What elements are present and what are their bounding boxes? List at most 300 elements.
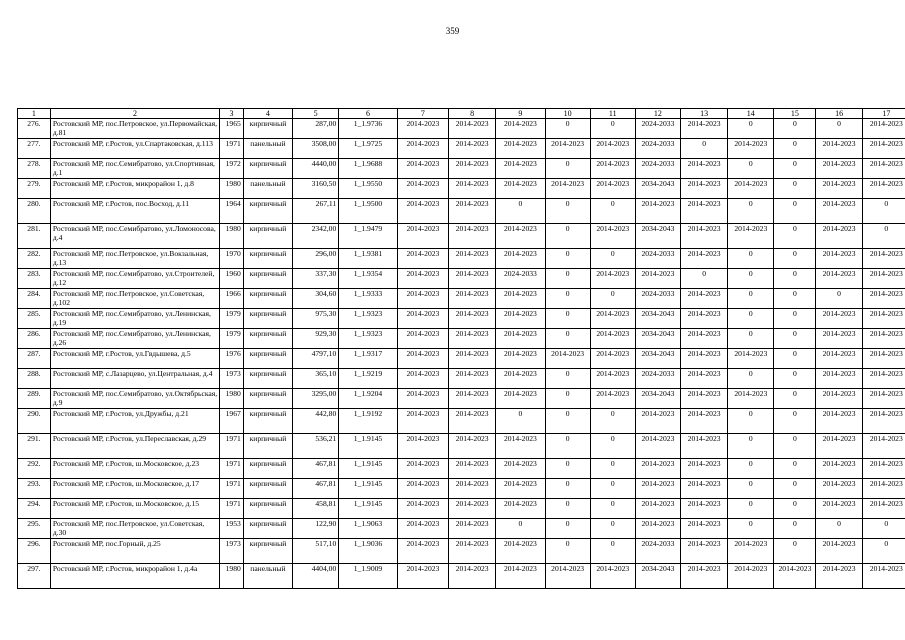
table-cell: 2014-2023 bbox=[449, 119, 496, 139]
table-cell: 2014-2023 bbox=[397, 119, 448, 139]
table-cell: 2014-2023 bbox=[862, 139, 905, 159]
table-cell: 1_1.9204 bbox=[339, 389, 398, 409]
header-cell: 6 bbox=[339, 109, 398, 119]
table-cell: 2014-2023 bbox=[681, 499, 728, 519]
table-cell: 2034-2043 bbox=[635, 224, 680, 249]
table-cell: 2014-2023 bbox=[449, 564, 496, 589]
table-cell: 0 bbox=[728, 269, 774, 289]
table-cell: 2014-2023 bbox=[449, 434, 496, 459]
table-cell: 517,10 bbox=[293, 539, 339, 564]
table-cell: 284. bbox=[18, 289, 51, 309]
table-cell: 1953 bbox=[220, 519, 244, 539]
table-cell: 0 bbox=[545, 119, 590, 139]
table-cell: 2014-2023 bbox=[397, 434, 448, 459]
table-cell: Ростовский МР, с.Лазарцево, ул.Центральная, д.4 bbox=[50, 369, 219, 389]
table-cell: 467,81 bbox=[293, 459, 339, 479]
table-cell: 1_1.9354 bbox=[339, 269, 398, 289]
table-row bbox=[18, 249, 905, 269]
table-cell: 2014-2023 bbox=[681, 179, 728, 199]
table-cell: Ростовский МР, пос.Семибратово, ул.Спортивная, д.1 bbox=[50, 159, 219, 179]
table-cell: 2014-2023 bbox=[397, 329, 448, 349]
table-cell: 2014-2023 bbox=[816, 224, 862, 249]
table-cell: 2014-2023 bbox=[862, 409, 905, 434]
table-cell: 2014-2023 bbox=[397, 269, 448, 289]
table-cell: 2014-2023 bbox=[728, 179, 774, 199]
table-cell: 0 bbox=[774, 179, 816, 199]
table-cell: 2014-2023 bbox=[681, 434, 728, 459]
table-cell: 2014-2023 bbox=[397, 159, 448, 179]
table-cell: Ростовский МР, г.Ростов, ш.Московское, д.17 bbox=[50, 479, 219, 499]
header-cell: 13 bbox=[681, 109, 728, 119]
table-cell: 2014-2023 bbox=[397, 539, 448, 564]
table-cell: 2014-2023 bbox=[449, 409, 496, 434]
table-cell: 297. bbox=[18, 564, 51, 589]
table-cell: 2014-2023 bbox=[449, 329, 496, 349]
table-cell: 0 bbox=[545, 249, 590, 269]
table-cell: Ростовский МР, пос.Горный, д.25 bbox=[50, 539, 219, 564]
table-cell: 1980 bbox=[220, 564, 244, 589]
table-cell: 0 bbox=[545, 224, 590, 249]
table-cell: 0 bbox=[774, 539, 816, 564]
table-cell: 285. bbox=[18, 309, 51, 329]
table-cell: 276. bbox=[18, 119, 51, 139]
table-cell: 122,90 bbox=[293, 519, 339, 539]
table-cell: 2024-2033 bbox=[635, 289, 680, 309]
table-cell: 2034-2043 bbox=[635, 329, 680, 349]
table-cell: 0 bbox=[545, 519, 590, 539]
table-cell: 0 bbox=[774, 434, 816, 459]
table-cell: 2014-2023 bbox=[774, 564, 816, 589]
table-cell: 2014-2023 bbox=[728, 389, 774, 409]
table-cell: 0 bbox=[545, 434, 590, 459]
table-cell: 1_1.9063 bbox=[339, 519, 398, 539]
table-cell: кирпичный bbox=[243, 519, 292, 539]
table-cell: 2014-2023 bbox=[681, 459, 728, 479]
table-cell: 1_1.9009 bbox=[339, 564, 398, 589]
table-cell: 2014-2023 bbox=[545, 139, 590, 159]
table-cell: 2014-2023 bbox=[449, 309, 496, 329]
table-cell: 2014-2023 bbox=[397, 349, 448, 369]
table-cell: 4404,00 bbox=[293, 564, 339, 589]
table-cell: Ростовский МР, г.Ростов, пос.Восход, д.11 bbox=[50, 199, 219, 224]
table-cell: 0 bbox=[728, 479, 774, 499]
table-cell: 2014-2023 bbox=[816, 349, 862, 369]
table-cell: Ростовский МР, г.Ростов, микрорайон 1, д.4а bbox=[50, 564, 219, 589]
table-row bbox=[18, 539, 905, 564]
table-cell: 1967 bbox=[220, 409, 244, 434]
table-cell: 2014-2023 bbox=[862, 329, 905, 349]
table-cell: 292. bbox=[18, 459, 51, 479]
table-cell: 0 bbox=[590, 249, 635, 269]
table-cell: 2014-2023 bbox=[816, 389, 862, 409]
table-cell: 0 bbox=[545, 309, 590, 329]
table-cell: Ростовский МР, пос.Семибратово, ул.Октябрьская, д.9 bbox=[50, 389, 219, 409]
table-cell: 0 bbox=[728, 329, 774, 349]
table-row bbox=[18, 434, 905, 459]
table-cell: 2014-2023 bbox=[681, 119, 728, 139]
table-cell: 2014-2023 bbox=[590, 139, 635, 159]
table-cell: 2014-2023 bbox=[496, 249, 545, 269]
table-cell: 2014-2023 bbox=[635, 409, 680, 434]
table-cell: 1_1.9736 bbox=[339, 119, 398, 139]
table-cell: 1_1.9550 bbox=[339, 179, 398, 199]
table-cell: Ростовский МР, пос.Семибратово, ул.Ленинская, д.19 bbox=[50, 309, 219, 329]
table-cell: 2014-2023 bbox=[681, 519, 728, 539]
table-cell: 0 bbox=[862, 224, 905, 249]
table-cell: 0 bbox=[496, 409, 545, 434]
table-cell: 975,30 bbox=[293, 309, 339, 329]
table-cell: 0 bbox=[774, 269, 816, 289]
table-cell: 2014-2023 bbox=[681, 289, 728, 309]
table-cell: 2014-2023 bbox=[590, 224, 635, 249]
table-cell: 1973 bbox=[220, 369, 244, 389]
table-cell: 2014-2023 bbox=[590, 329, 635, 349]
table-cell: 1_1.9145 bbox=[339, 434, 398, 459]
table-cell: 0 bbox=[681, 139, 728, 159]
table-cell: 2034-2043 bbox=[635, 309, 680, 329]
table-cell: 0 bbox=[728, 434, 774, 459]
table-cell: 0 bbox=[774, 159, 816, 179]
table-cell: 2014-2023 bbox=[545, 349, 590, 369]
table-row bbox=[18, 329, 905, 349]
table-cell: 1_1.9145 bbox=[339, 499, 398, 519]
table-cell: 2014-2023 bbox=[496, 369, 545, 389]
table-row bbox=[18, 459, 905, 479]
table-cell: 2014-2023 bbox=[449, 139, 496, 159]
table-cell: 0 bbox=[728, 199, 774, 224]
header-cell: 14 bbox=[728, 109, 774, 119]
table-cell: 0 bbox=[728, 499, 774, 519]
header-cell: 1 bbox=[18, 109, 51, 119]
table-cell: панельный bbox=[243, 139, 292, 159]
table-cell: 2014-2023 bbox=[397, 499, 448, 519]
table-cell: 1_1.9479 bbox=[339, 224, 398, 249]
table-cell: 2014-2023 bbox=[449, 269, 496, 289]
table-cell: 2034-2043 bbox=[635, 564, 680, 589]
table-cell: кирпичный bbox=[243, 159, 292, 179]
table-cell: 3508,00 bbox=[293, 139, 339, 159]
table-cell: 2014-2023 bbox=[496, 309, 545, 329]
table-row bbox=[18, 159, 905, 179]
table-cell: 2014-2023 bbox=[449, 224, 496, 249]
table-cell: кирпичный bbox=[243, 119, 292, 139]
table-cell: 2014-2023 bbox=[862, 119, 905, 139]
table-cell: кирпичный bbox=[243, 224, 292, 249]
header-cell: 3 bbox=[220, 109, 244, 119]
table-cell: 2014-2023 bbox=[397, 479, 448, 499]
table-cell: 1_1.9725 bbox=[339, 139, 398, 159]
table-row bbox=[18, 389, 905, 409]
table-cell: 2014-2023 bbox=[681, 349, 728, 369]
table-cell: 0 bbox=[545, 389, 590, 409]
table-cell: кирпичный bbox=[243, 309, 292, 329]
table-cell: 0 bbox=[545, 539, 590, 564]
table-cell: 287. bbox=[18, 349, 51, 369]
table-cell: 0 bbox=[728, 409, 774, 434]
table-cell: 0 bbox=[816, 119, 862, 139]
table-cell: 2014-2023 bbox=[862, 309, 905, 329]
table-cell: 2014-2023 bbox=[397, 369, 448, 389]
table-cell: 929,30 bbox=[293, 329, 339, 349]
table-cell: 2014-2023 bbox=[862, 179, 905, 199]
table-cell: Ростовский МР, пос.Петровское, ул.Советская, д.102 bbox=[50, 289, 219, 309]
table-cell: 2014-2023 bbox=[681, 329, 728, 349]
table-cell: 1_1.9333 bbox=[339, 289, 398, 309]
table-cell: 1960 bbox=[220, 269, 244, 289]
table-cell: 294. bbox=[18, 499, 51, 519]
table-cell: 2024-2033 bbox=[635, 369, 680, 389]
table-cell: 2014-2023 bbox=[545, 179, 590, 199]
table-row bbox=[18, 289, 905, 309]
table-cell: 2014-2023 bbox=[449, 519, 496, 539]
table-cell: 2014-2023 bbox=[862, 249, 905, 269]
table-cell: 2034-2043 bbox=[635, 179, 680, 199]
table-cell: 0 bbox=[590, 479, 635, 499]
table-cell: 2014-2023 bbox=[681, 479, 728, 499]
table-cell: кирпичный bbox=[243, 459, 292, 479]
table-cell: 1_1.9145 bbox=[339, 459, 398, 479]
table-cell: 2014-2023 bbox=[816, 539, 862, 564]
page-number: 359 bbox=[445, 26, 460, 36]
table-cell: 2014-2023 bbox=[816, 309, 862, 329]
table-cell: 2014-2023 bbox=[816, 564, 862, 589]
header-cell: 10 bbox=[545, 109, 590, 119]
table-cell: 2014-2023 bbox=[816, 499, 862, 519]
table-row bbox=[18, 199, 905, 224]
table-cell: 4440,00 bbox=[293, 159, 339, 179]
table-cell: 0 bbox=[774, 459, 816, 479]
table-cell: 2014-2023 bbox=[590, 309, 635, 329]
table-row bbox=[18, 519, 905, 539]
table-cell: 2014-2023 bbox=[449, 249, 496, 269]
table-cell: 2014-2023 bbox=[681, 409, 728, 434]
header-cell: 17 bbox=[862, 109, 905, 119]
table-cell: кирпичный bbox=[243, 329, 292, 349]
header-cell: 7 bbox=[397, 109, 448, 119]
table-cell: 2014-2023 bbox=[635, 499, 680, 519]
table-cell: 2014-2023 bbox=[862, 159, 905, 179]
table-cell: кирпичный bbox=[243, 409, 292, 434]
table-row bbox=[18, 309, 905, 329]
table-row bbox=[18, 119, 905, 139]
table-cell: 2024-2033 bbox=[635, 539, 680, 564]
table-cell: 2014-2023 bbox=[590, 564, 635, 589]
header-cell: 9 bbox=[496, 109, 545, 119]
table-cell: 2014-2023 bbox=[449, 459, 496, 479]
table-cell: 1980 bbox=[220, 224, 244, 249]
table-cell: 2014-2023 bbox=[681, 249, 728, 269]
table-cell: 2014-2023 bbox=[397, 409, 448, 434]
table-cell: 0 bbox=[545, 199, 590, 224]
table-cell: 2014-2023 bbox=[496, 139, 545, 159]
table-cell: 2014-2023 bbox=[816, 459, 862, 479]
table-cell: 2014-2023 bbox=[862, 499, 905, 519]
table-cell: 2014-2023 bbox=[590, 179, 635, 199]
table-cell: 2014-2023 bbox=[862, 369, 905, 389]
table-cell: 2014-2023 bbox=[496, 179, 545, 199]
table-cell: 2014-2023 bbox=[862, 459, 905, 479]
table-cell: 2014-2023 bbox=[728, 224, 774, 249]
table-cell: 2014-2023 bbox=[816, 434, 862, 459]
table-cell: 0 bbox=[774, 199, 816, 224]
table-cell: Ростовский МР, г.Ростов, ул.Спартаковская, д.113 bbox=[50, 139, 219, 159]
table-cell: 4797,10 bbox=[293, 349, 339, 369]
table-cell: 2024-2033 bbox=[496, 269, 545, 289]
table-cell: 0 bbox=[545, 289, 590, 309]
table-cell: 2014-2023 bbox=[681, 224, 728, 249]
housing-table bbox=[17, 108, 905, 589]
table-cell: 2014-2023 bbox=[397, 179, 448, 199]
table-cell: 296,00 bbox=[293, 249, 339, 269]
table-cell: 0 bbox=[728, 369, 774, 389]
table-cell: 0 bbox=[774, 349, 816, 369]
table-cell: 0 bbox=[545, 409, 590, 434]
table-cell: 2014-2023 bbox=[397, 519, 448, 539]
table-cell: 2014-2023 bbox=[590, 389, 635, 409]
table-cell: 0 bbox=[590, 289, 635, 309]
table-cell: 2014-2023 bbox=[816, 139, 862, 159]
header-cell: 12 bbox=[635, 109, 680, 119]
table-row bbox=[18, 499, 905, 519]
table-cell: 0 bbox=[816, 289, 862, 309]
table-cell: 0 bbox=[774, 139, 816, 159]
table-cell: 2014-2023 bbox=[728, 139, 774, 159]
table-cell: 0 bbox=[545, 329, 590, 349]
table-cell: 2014-2023 bbox=[397, 289, 448, 309]
table-cell: 2014-2023 bbox=[728, 564, 774, 589]
table-cell: 2014-2023 bbox=[397, 459, 448, 479]
table-cell: 2014-2023 bbox=[590, 159, 635, 179]
table-cell: 2034-2043 bbox=[635, 389, 680, 409]
table-cell: 2014-2023 bbox=[496, 434, 545, 459]
table-cell: 2014-2023 bbox=[862, 269, 905, 289]
table-cell: панельный bbox=[243, 564, 292, 589]
table-cell: панельный bbox=[243, 179, 292, 199]
table-cell: 279. bbox=[18, 179, 51, 199]
header-cell: 11 bbox=[590, 109, 635, 119]
table-cell: 2034-2043 bbox=[635, 349, 680, 369]
table-cell: 2014-2023 bbox=[816, 199, 862, 224]
table-cell: 288. bbox=[18, 369, 51, 389]
table-cell: 2014-2023 bbox=[681, 369, 728, 389]
table-cell: кирпичный bbox=[243, 369, 292, 389]
table-cell: 0 bbox=[816, 519, 862, 539]
table-cell: 2342,00 bbox=[293, 224, 339, 249]
table-cell: 2024-2033 bbox=[635, 139, 680, 159]
table-cell: 442,80 bbox=[293, 409, 339, 434]
header-cell: 2 bbox=[50, 109, 219, 119]
table-cell: 0 bbox=[681, 269, 728, 289]
table-cell: 1980 bbox=[220, 389, 244, 409]
table-cell: 0 bbox=[728, 119, 774, 139]
table-cell: 2014-2023 bbox=[397, 564, 448, 589]
table-row bbox=[18, 269, 905, 289]
table-cell: 2014-2023 bbox=[681, 539, 728, 564]
table-cell: 0 bbox=[774, 389, 816, 409]
table-cell: 0 bbox=[728, 249, 774, 269]
table-cell: 1966 bbox=[220, 289, 244, 309]
table-cell: 0 bbox=[545, 459, 590, 479]
table-cell: 2014-2023 bbox=[590, 349, 635, 369]
table-cell: 1971 bbox=[220, 139, 244, 159]
table-cell: Ростовский МР, пос.Семибратово, ул.Ленинская, д.26 bbox=[50, 329, 219, 349]
table-cell: 0 bbox=[496, 519, 545, 539]
table-cell: 0 bbox=[728, 289, 774, 309]
table-cell: 290. bbox=[18, 409, 51, 434]
table-cell: Ростовский МР, пос.Семибратово, ул.Строителей, д.12 bbox=[50, 269, 219, 289]
table-cell: 2014-2023 bbox=[449, 479, 496, 499]
table-cell: 2014-2023 bbox=[681, 199, 728, 224]
table-cell: 304,60 bbox=[293, 289, 339, 309]
table-cell: 2014-2023 bbox=[635, 519, 680, 539]
table-cell: 2014-2023 bbox=[449, 499, 496, 519]
table-cell: 1_1.9323 bbox=[339, 309, 398, 329]
table-cell: 2014-2023 bbox=[496, 119, 545, 139]
table-cell: Ростовский МР, г.Ростов, ш.Московское, д.15 bbox=[50, 499, 219, 519]
table-cell: 1_1.9381 bbox=[339, 249, 398, 269]
table-cell: Ростовский МР, г.Ростов, микрорайон 1, д.8 bbox=[50, 179, 219, 199]
table-cell: 0 bbox=[728, 309, 774, 329]
table-cell: кирпичный bbox=[243, 499, 292, 519]
table-cell: 0 bbox=[774, 119, 816, 139]
table-cell: 0 bbox=[590, 499, 635, 519]
table-cell: 2014-2023 bbox=[816, 249, 862, 269]
table-cell: 1971 bbox=[220, 479, 244, 499]
table-cell: 2014-2023 bbox=[816, 179, 862, 199]
table-cell: 295. bbox=[18, 519, 51, 539]
table-cell: 2014-2023 bbox=[862, 434, 905, 459]
table-cell: 2014-2023 bbox=[590, 369, 635, 389]
table-cell: 2014-2023 bbox=[496, 389, 545, 409]
table-cell: 2014-2023 bbox=[728, 349, 774, 369]
table-row bbox=[18, 349, 905, 369]
table-cell: 282. bbox=[18, 249, 51, 269]
table-cell: 0 bbox=[774, 479, 816, 499]
table-cell: 2014-2023 bbox=[496, 499, 545, 519]
table-cell: 1_1.9145 bbox=[339, 479, 398, 499]
table-cell: Ростовский МР, пос.Петровское, ул.Вокзальная, д.13 bbox=[50, 249, 219, 269]
table-cell: 1964 bbox=[220, 199, 244, 224]
table-cell: 0 bbox=[774, 409, 816, 434]
table-cell: Ростовский МР, пос.Петровское, ул.Советская, д.30 bbox=[50, 519, 219, 539]
table-cell: 2014-2023 bbox=[816, 369, 862, 389]
table-cell: 2014-2023 bbox=[635, 434, 680, 459]
table-cell: 0 bbox=[774, 499, 816, 519]
table-cell: 337,30 bbox=[293, 269, 339, 289]
table-cell: 1965 bbox=[220, 119, 244, 139]
table-cell: кирпичный bbox=[243, 199, 292, 224]
table-cell: Ростовский МР, г.Ростов, ул.Переславская, д.29 bbox=[50, 434, 219, 459]
table-cell: 0 bbox=[862, 199, 905, 224]
table-cell: 2014-2023 bbox=[635, 459, 680, 479]
table-cell: 0 bbox=[590, 459, 635, 479]
table-cell: 2014-2023 bbox=[635, 269, 680, 289]
table-cell: 2014-2023 bbox=[496, 329, 545, 349]
table-cell: 2014-2023 bbox=[728, 539, 774, 564]
table-cell: 0 bbox=[774, 309, 816, 329]
table-cell: 0 bbox=[590, 434, 635, 459]
table-cell: 0 bbox=[728, 519, 774, 539]
table-cell: 536,21 bbox=[293, 434, 339, 459]
table-cell: 2014-2023 bbox=[449, 159, 496, 179]
table-cell: 0 bbox=[590, 539, 635, 564]
table-cell: 2014-2023 bbox=[681, 309, 728, 329]
table-cell: 0 bbox=[774, 519, 816, 539]
table-cell: кирпичный bbox=[243, 479, 292, 499]
table-cell: 1970 bbox=[220, 249, 244, 269]
table-cell: кирпичный bbox=[243, 389, 292, 409]
table-row bbox=[18, 369, 905, 389]
